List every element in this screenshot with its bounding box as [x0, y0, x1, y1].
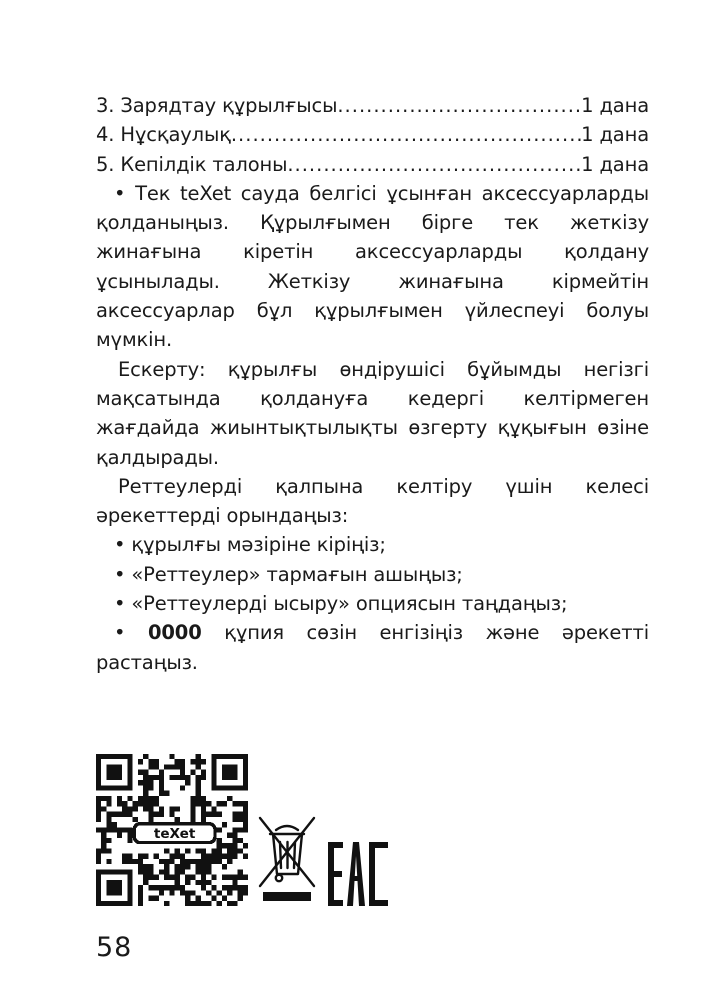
reset-step-final-text: құпия сөзін енгізіңіз және әрекетті растаңыз.	[96, 621, 649, 674]
reset-step: • «Реттеулер» тармағын ашыңыз;	[114, 562, 463, 586]
pin-code: 0000	[147, 621, 202, 645]
list-item-quantity: 1 дана	[581, 152, 649, 176]
reset-step: • құрылғы мәзіріне кіріңіз;	[114, 533, 386, 557]
page-content	[96, 91, 649, 677]
page-number: 58	[96, 932, 133, 963]
list-item-name: Зарядтау құрылғысы	[120, 94, 338, 117]
qr-code-icon	[96, 754, 248, 906]
list-item-number: 5.	[96, 152, 115, 176]
list-item	[96, 120, 649, 149]
list-item-quantity: 1 дана	[581, 123, 649, 147]
reset-step: • «Реттеулерді ысыру» опциясын таңдаңыз;	[114, 592, 568, 616]
list-item-name: Кепілдік талоны	[120, 152, 288, 176]
reset-step-final	[96, 618, 649, 677]
list-item-quantity: 1 дана	[581, 94, 649, 117]
list-item	[96, 91, 649, 120]
leader-dots	[337, 91, 581, 120]
bullet-mark: •	[114, 621, 126, 645]
qr-logo-text: teXet	[153, 825, 196, 842]
list-item-name: Нұсқаулық	[120, 123, 231, 147]
accessories-paragraph: • Тек teXet сауда белгісі ұсынған аксессуарларды қолданыңыз. Құрылғымен бірге тек жеткізу жинағына кіретін аксессуарларды қолдану ұсынылады. Жеткізу жинағына кірмейтін аксессуарлар бұл құрылғымен үйлеспеуі болуы мүмкін.	[96, 181, 649, 352]
leader-dots	[231, 120, 581, 149]
leader-dots	[287, 150, 581, 179]
note-paragraph: Ескерту: құрылғы өндірушісі бұйымды негізгі мақсатында қолдануға кедергі келтірмеген жағдайда жиынтықтылықты өзгерту құқығын өзіне қалдырады.	[96, 357, 649, 469]
crossed-out-wheelie-bin-icon	[258, 816, 316, 906]
list-item	[96, 150, 649, 179]
list-item-number: 3.	[96, 94, 115, 117]
reset-intro-paragraph: Реттеулерді қалпына келтіру үшін келесі әрекеттерді орындаңыз:	[96, 474, 649, 528]
eac-mark-icon	[328, 842, 390, 906]
list-item-number: 4.	[96, 123, 115, 147]
